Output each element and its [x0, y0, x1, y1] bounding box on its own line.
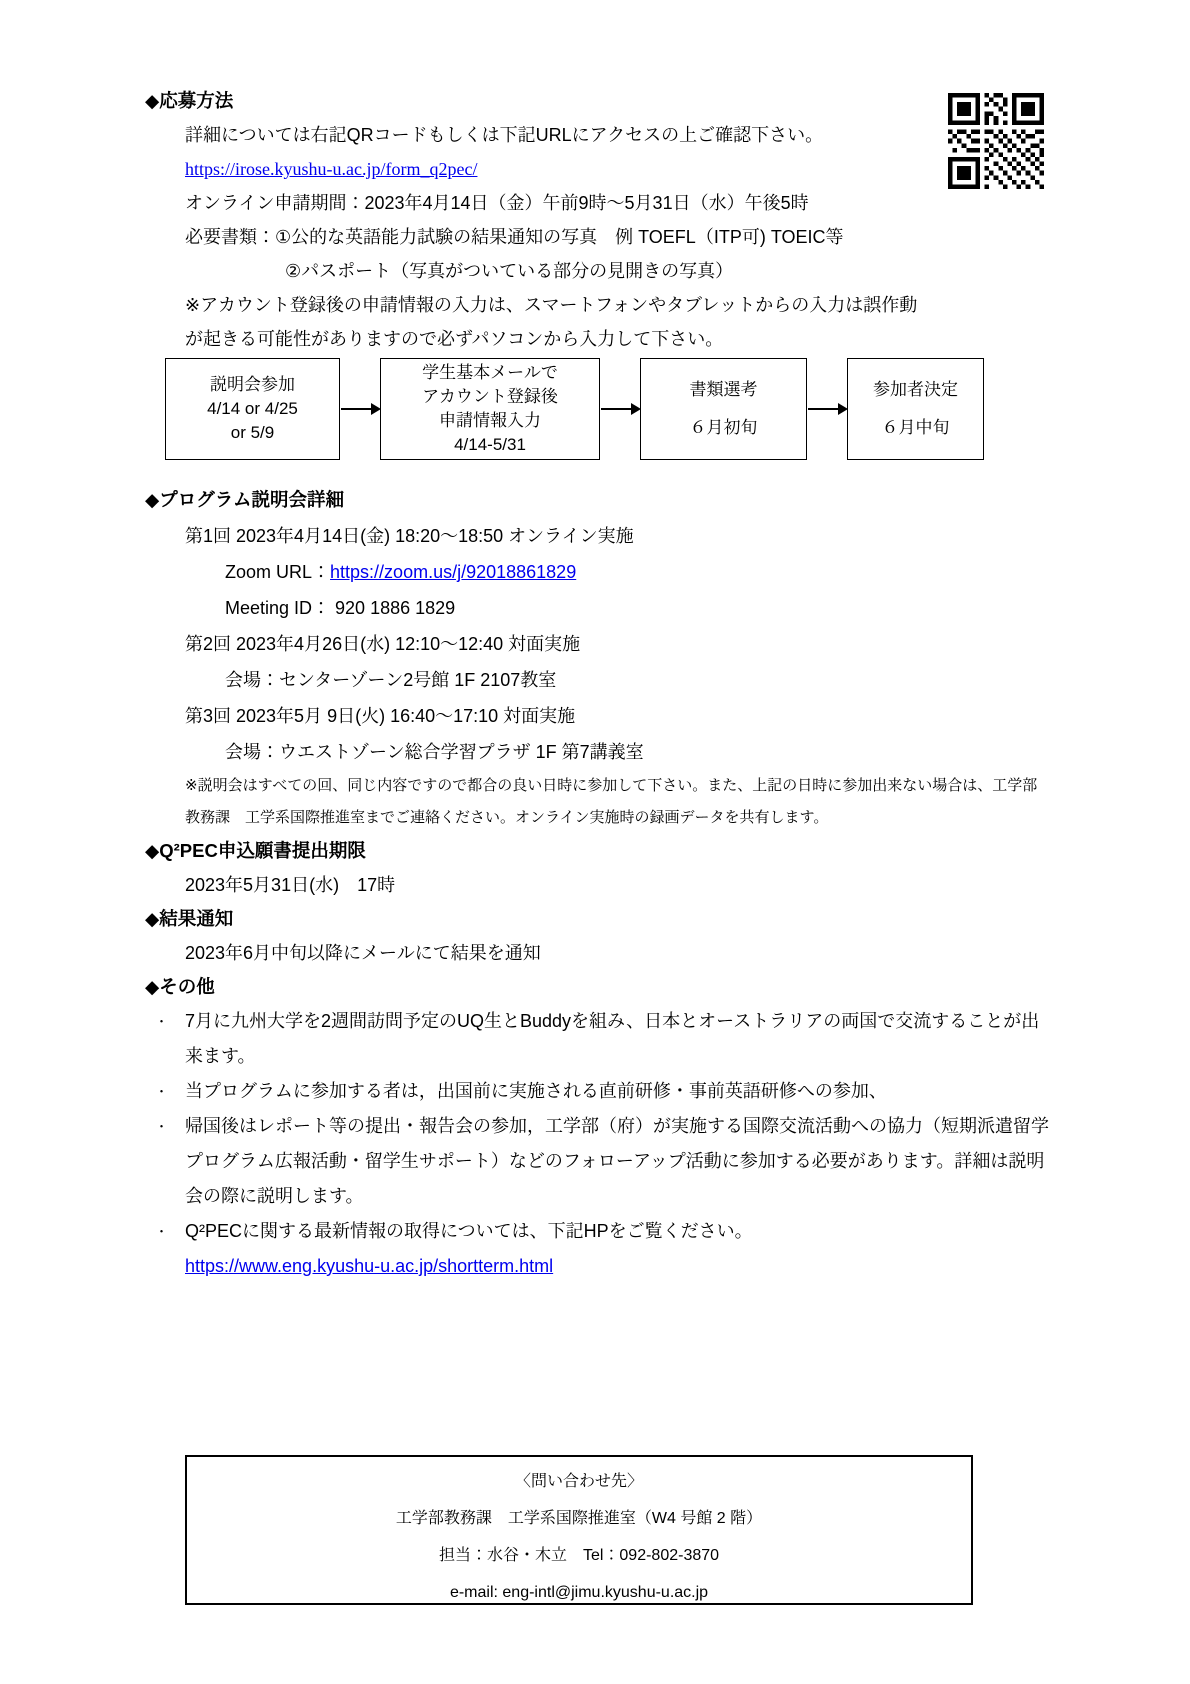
flow-step-register — [380, 358, 600, 460]
application-form-link[interactable]: https://irose.kyushu-u.ac.jp/form_q2pec/ — [185, 159, 478, 179]
apply-section-heading: ◆応募方法 — [145, 90, 234, 111]
flow-step-text: 申請情報入力 — [439, 411, 541, 430]
bullet-text: 当プログラムに参加する者は，出国前に実施される直前研修・事前英語研修への参加、 — [185, 1081, 887, 1101]
contact-email-text: e-mail: eng-intl@jimu.kyushu-u.ac.jp — [449, 1584, 709, 1601]
caution-line2: が起きる可能性がありますので必ずパソコンから入力して下さい。 — [185, 329, 724, 349]
homepage-link[interactable]: https://www.eng.kyushu-u.ac.jp/shortterm.html — [185, 1256, 554, 1276]
bullet-icon: ・ — [155, 1014, 169, 1029]
zoom-meeting-link[interactable]: https://zoom.us/j/92018861829 — [330, 562, 577, 582]
session1-text: 第1回 2023年4月14日(金) 18:20～18:50 オンライン実施 — [185, 526, 634, 546]
flow-step-text: ６月中旬 — [881, 418, 950, 437]
contact-box — [185, 1455, 973, 1605]
zoom-url-label: Zoom URL： — [225, 562, 331, 582]
session2-text: 第2回 2023年4月26日(水) 12:10～12:40 対面実施 — [185, 634, 581, 654]
bullet-text: 帰国後はレポート等の提出・報告会の参加，工学部（府）が実施する国際交流活動への協力（短期派遣留学プログラム広報活動・留学生サポート）などのフォローアップ活動に参加する必要があります。詳細は説明会の際に説明します。 — [185, 1116, 1049, 1206]
apply-intro-text: 詳細については右記QRコードもしくは下記URLにアクセスの上ご確認下さい。 — [185, 125, 824, 145]
flow-arrow-icon — [341, 408, 379, 410]
flow-step-text: or 5/9 — [230, 423, 275, 442]
bullet-icon: ・ — [155, 1119, 169, 1134]
bullet-icon: ・ — [155, 1084, 169, 1099]
caution-line1: ※アカウント登録後の申請情報の入力は、スマートフォンやタブレットからの入力は誤作動 — [185, 295, 918, 315]
bullet-text: Q²PECに関する最新情報の取得については、下記HPをご覧ください。 — [185, 1221, 753, 1241]
application-flow-diagram — [165, 358, 1050, 460]
result-section-heading: ◆結果通知 — [145, 908, 234, 929]
others-section-heading: ◆その他 — [145, 976, 215, 997]
flow-step-screening — [640, 358, 807, 460]
list-item — [145, 1214, 1050, 1249]
contact-office-text: 工学部教務課 工学系国際推進室（W4 号館 2 階） — [395, 1510, 763, 1527]
flow-step-session — [165, 358, 340, 460]
flow-step-text: ６月初旬 — [689, 418, 758, 437]
flow-step-text: アカウント登録後 — [422, 387, 558, 406]
contact-title: 〈問い合わせ先〉 — [514, 1473, 643, 1490]
deadline-section-heading: ◆Q²PEC申込願書提出期限 — [145, 840, 366, 861]
venue2-text: 会場：センターゾーン2号館 1F 2107教室 — [225, 670, 557, 690]
flow-step-text: 4/14 or 4/25 — [207, 399, 298, 418]
flow-step-text: 学生基本メールで — [422, 363, 558, 382]
flow-arrow-icon — [601, 408, 639, 410]
flow-step-decision — [847, 358, 984, 460]
required-docs-line2: ②パスポート（写真がついている部分の見開きの写真） — [285, 261, 734, 281]
list-item — [145, 1074, 1050, 1109]
bullet-icon: ・ — [155, 1224, 169, 1239]
flow-arrow-icon — [808, 408, 846, 410]
meeting-id-text: Meeting ID： 920 1886 1829 — [225, 598, 456, 618]
venue3-text: 会場：ウエストゾーン総合学習プラザ 1F 第7講義室 — [225, 742, 644, 762]
result-value-text: 2023年6月中旬以降にメールにて結果を通知 — [185, 943, 541, 963]
contact-person-tel-text: 担当：水谷・木立 Tel：092-802-3870 — [438, 1547, 720, 1564]
list-item — [145, 1004, 1050, 1074]
list-item — [145, 1109, 1050, 1214]
document-body — [145, 84, 1050, 1283]
sessions-note-text: ※説明会はすべての回、同じ内容ですので都合の良い日時に参加して下さい。また、上記の日時に参加出来ない場合は、工学部教務課 工学系国際推進室までご連絡ください。オンライン実施時の録画データを共有します。 — [185, 777, 1038, 826]
sessions-section-heading: ◆プログラム説明会詳細 — [145, 489, 345, 510]
flow-step-text: 4/14-5/31 — [454, 435, 526, 454]
required-docs-line1: 必要書類：①公的な英語能力試験の結果通知の写真 例 TOEFL（ITP可) TOEIC等 — [185, 227, 844, 247]
bullet-text: 7月に九州大学を2週間訪問予定のUQ生とBuddyを組み、日本とオーストラリアの両国で交流することが出来ます。 — [185, 1011, 1040, 1066]
flow-step-text: 書類選考 — [689, 380, 758, 399]
deadline-value-text: 2023年5月31日(水) 17時 — [185, 875, 396, 895]
sessions-section — [145, 482, 1050, 834]
flow-step-text: 説明会参加 — [210, 375, 295, 394]
application-period-text: オンライン申請期間：2023年4月14日（金）午前9時～5月31日（水）午後5時 — [185, 193, 809, 213]
flow-step-text: 参加者決定 — [873, 380, 958, 399]
session3-text: 第3回 2023年5月 9日(火) 16:40～17:10 対面実施 — [185, 706, 576, 726]
